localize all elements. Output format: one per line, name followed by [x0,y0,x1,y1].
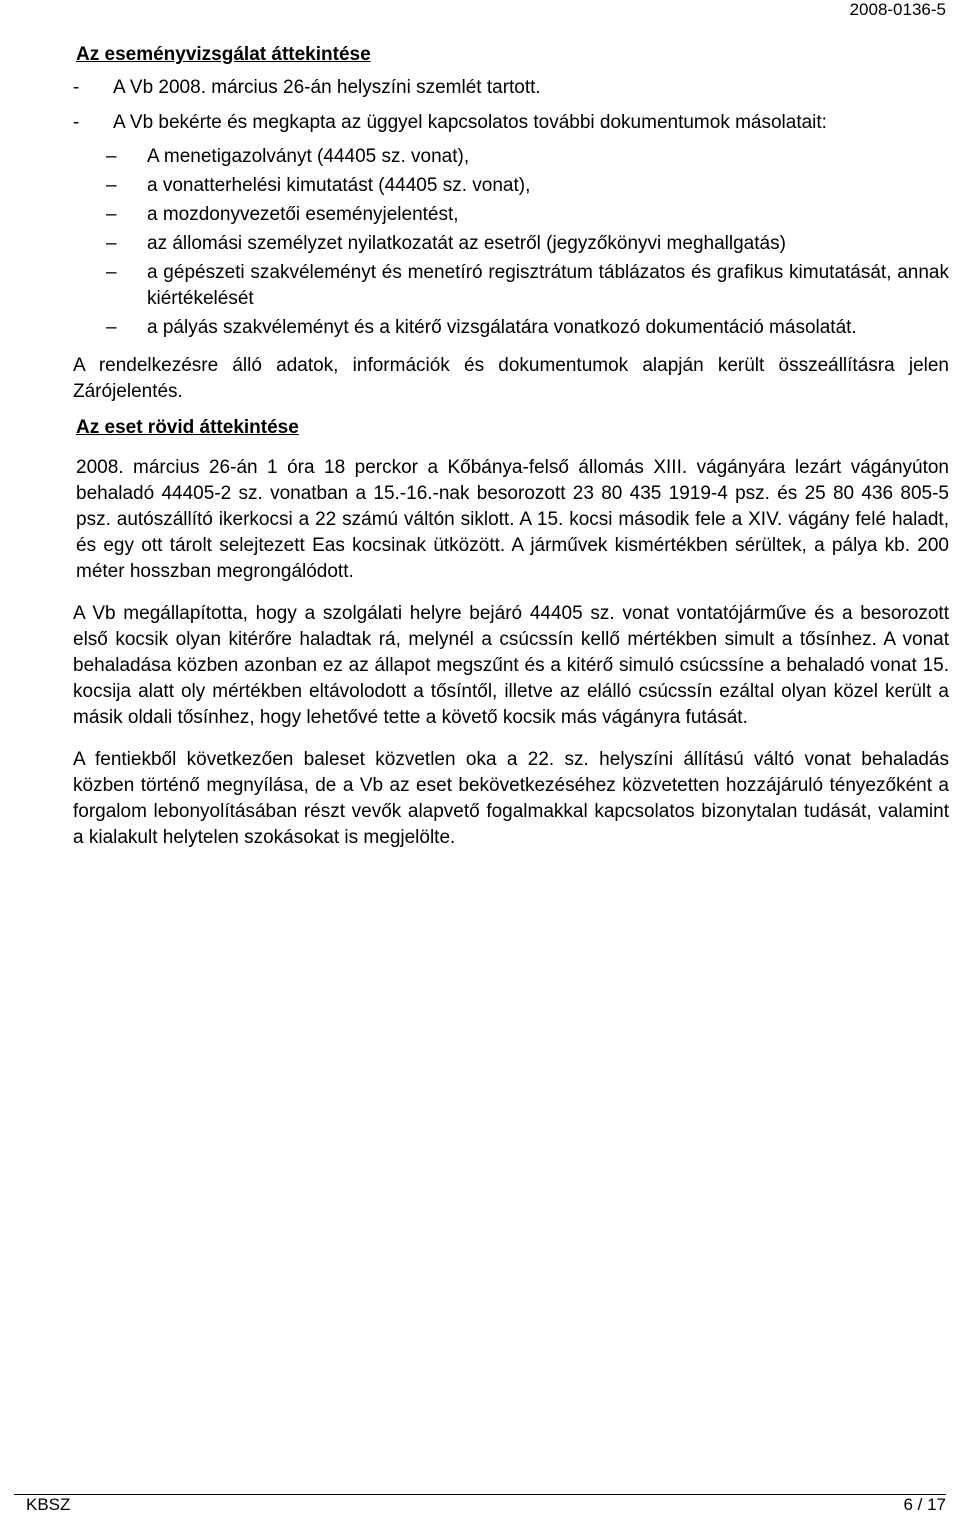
dash-marker: – [106,175,117,196]
summary-paragraph: 2008. március 26-án 1 óra 18 perckor a Kőbánya-felső állomás XIII. vágányára lezárt vágányúton behaladó 44405-2 sz. vonatban a 15.-16.-nak besorozott 23 80 435 1919-4 psz. és 25 80 436 805-5 psz. autószállító ikerkocsi a 22 számú váltón siklott. A 15. kocsi második fele a XIV. vágány felé haladt, és egy ott tárolt selejtezett Eas kocsinak ütközött. A járművek kismértékben sérültek, a pálya kb. 200 méter hosszban megrongálódott. [76,457,949,582]
sub-list-item-text: a pályás szakvéleményt és a kitérő vizsgálatára vonatkozó dokumentáció másolatát. [147,317,857,338]
sub-list-item-text: a vonatterhelési kimutatást (44405 sz. vonat), [147,175,531,196]
cause-paragraph: A fentiekből következően baleset közvetlen oka a 22. sz. helyszíni állítású váltó vonat behaladás közben történő megnyílása, de a Vb az eset bekövetkezéséhez közvetetten hozzájáruló tényezőként a forgalom lebonyolításában részt vevők alapvető fogalmakkal kapcsolatos bizonytalan tudását, valamint a kialakult helytelen szokásokat is megjelölte. [73,749,949,848]
sub-list-item-text: A menetigazolványt (44405 sz. vonat), [147,146,470,167]
list-item-body [106,110,949,344]
footer-organization: KBSZ [26,1495,71,1514]
dash-marker: – [106,204,117,225]
sub-list-item-text: az állomási személyzet nyilatkozatát az esetről (jegyzőkönyvi meghallgatás) [147,233,786,254]
page-number: 6 / 17 [903,1495,946,1514]
section-heading-overview: Az eseményvizsgálat áttekintése [76,44,371,65]
list-marker: - [73,112,80,133]
sub-list-item-text: a gépészeti szakvéleményt és menetíró regisztrátum táblázatos és grafikus kimutatását, annak kiértékelését [147,262,949,309]
sub-list-item [73,260,949,312]
document-id: 2008-0136-5 [849,0,946,19]
findings-paragraph: A Vb megállapította, hogy a szolgálati helyre bejáró 44405 sz. vonat vontatójárműve és a besorozott első kocsik olyan kitérőre haladtak rá, melynél a csúcssín kellő mértékben simult a tősínhez. A vonat behaladása közben azonban ez az állapot megszűnt és a kitérő simuló csúcssíne a behaladó vonat 15. kocsija alatt oly mértékben eltávolodott a tősíntől, illetve az elálló csúcssín ezáltal olyan közel került a másik oldali tősínhez, hogy lehetővé tette a követő kocsik más vágányra futását. [73,603,949,728]
footer-divider [14,1494,946,1495]
sub-list-item [73,315,949,341]
sub-list-item [73,202,949,228]
page-content [73,42,949,851]
dash-marker: – [106,233,117,254]
list-marker: - [73,77,80,98]
sub-list-item [73,231,949,257]
investigation-steps-list [73,75,949,344]
list-item [73,110,949,344]
dash-marker: – [106,146,117,167]
list-item-text: A Vb 2008. március 26-án helyszíni szemlét tartott. [113,77,541,98]
dash-marker: – [106,317,117,338]
section-heading-summary: Az eset rövid áttekintése [76,417,299,438]
dash-marker: – [106,262,117,283]
sub-list-item [73,173,949,199]
list-item-text: A Vb bekérte és megkapta az üggyel kapcsolatos további dokumentumok másolatait: [113,112,827,133]
list-item [73,75,949,101]
closing-paragraph: A rendelkezésre álló adatok, információk és dokumentumok alapján került összeállításra jelen Zárójelentés. [73,355,949,402]
sub-list-item [73,144,949,170]
documents-list [73,144,949,341]
sub-list-item-text: a mozdonyvezetői eseményjelentést, [147,204,459,225]
